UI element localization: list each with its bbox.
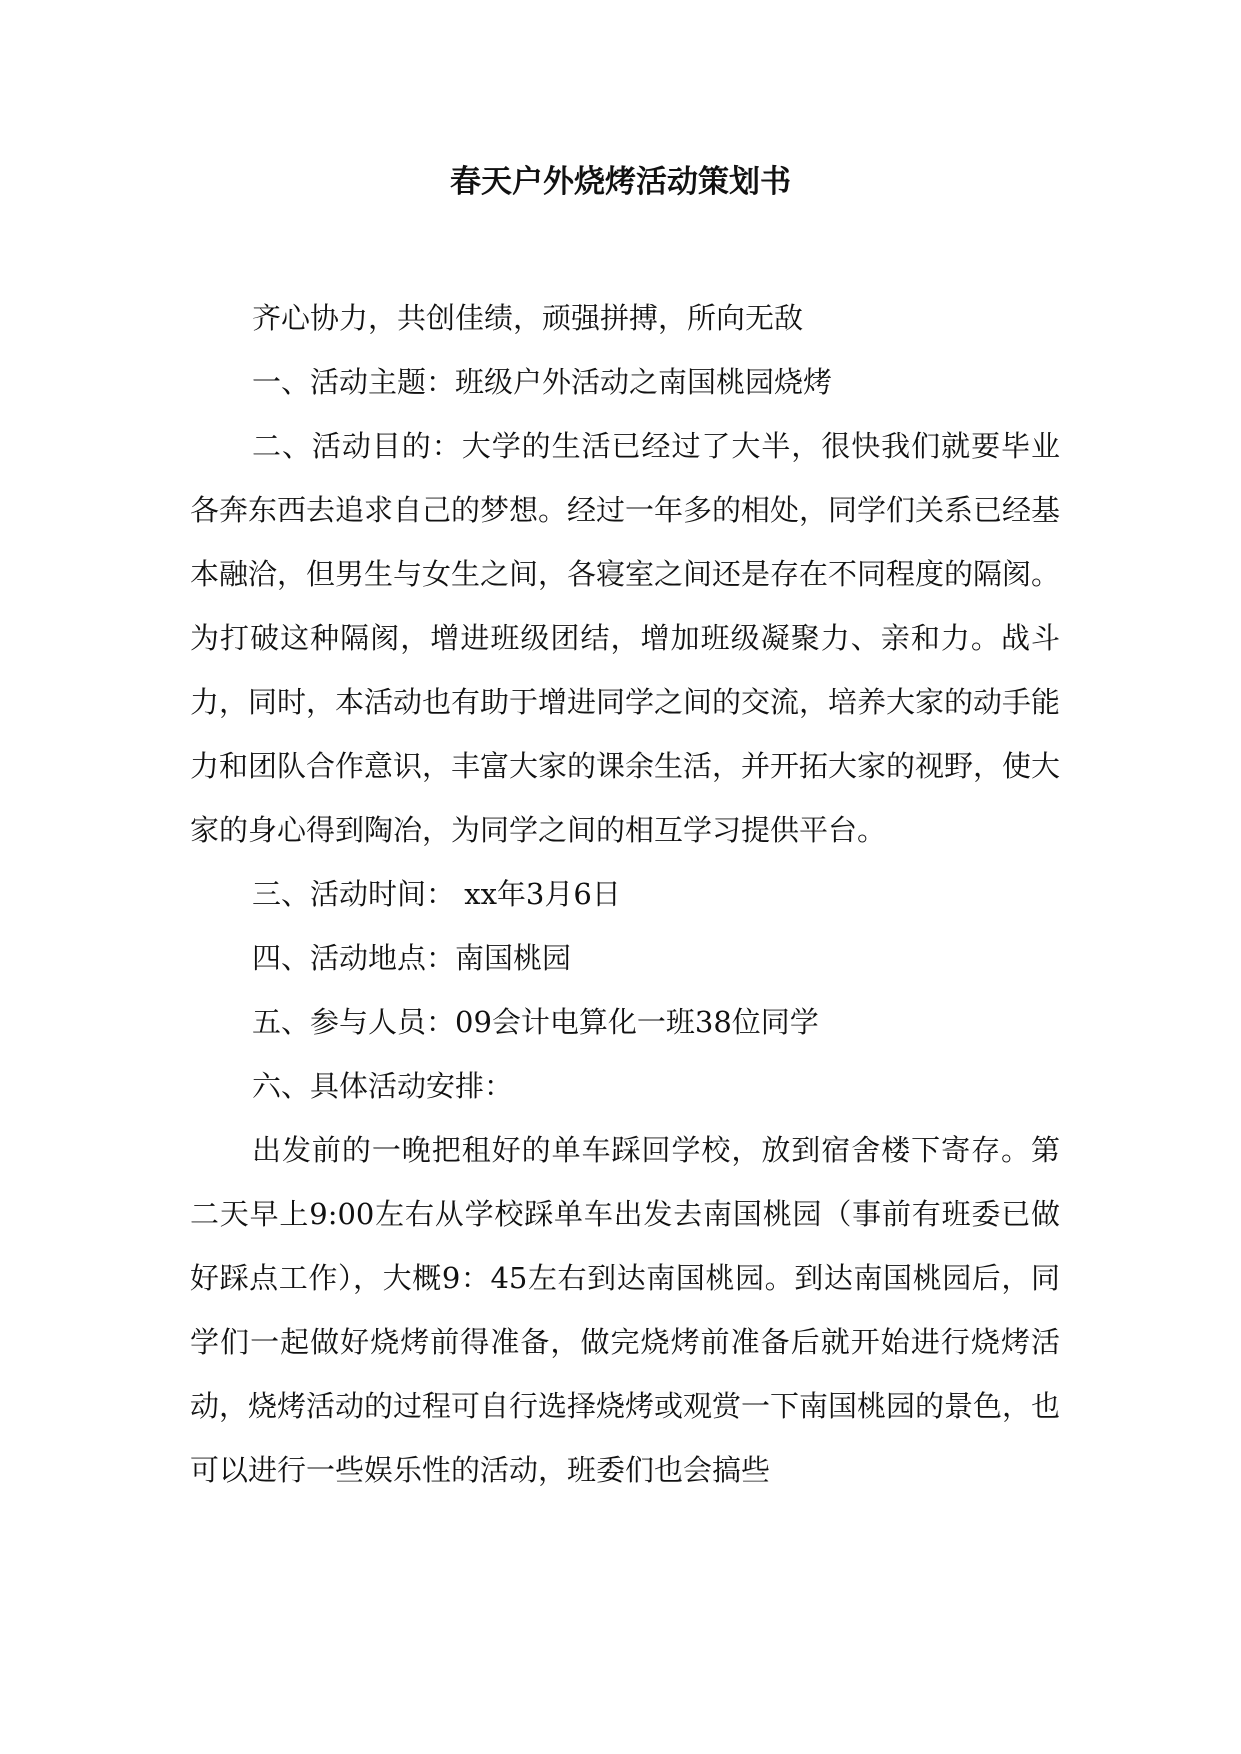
activity-purpose-paragraph: 二、活动目的：大学的生活已经过了大半，很快我们就要毕业各奔东西去追求自己的梦想。经过一年多的相处，同学们关系已经基本融洽，但男生与女生之间，各寝室之间还是存在不同程度的隔阂。为打破这种隔阂，增进班级团结，增加班级凝聚力、亲和力。战斗力，同时，本活动也有助于增进同学之间的交流，培养大家的动手能力和团队合作意识，丰富大家的课余生活，并开拓大家的视野，使大家的身心得到陶冶，为同学之间的相互学习提供平台。 [190, 429, 1061, 847]
participants-paragraph: 五、参与人员：09会计电算化一班38位同学 [252, 1005, 819, 1039]
slogan-paragraph: 齐心协力，共创佳绩，顽强拼搏，所向无敌 [252, 301, 804, 335]
document-title: 春天户外烧烤活动策划书 [450, 164, 791, 200]
activity-location-paragraph: 四、活动地点：南国桃园 [252, 941, 572, 975]
activity-theme-paragraph: 一、活动主题：班级户外活动之南国桃园烧烤 [252, 365, 833, 399]
schedule-detail-paragraph: 出发前的一晚把租好的单车踩回学校，放到宿舍楼下寄存。第二天早上9:00左右从学校踩单车出发去南国桃园（事前有班委已做好踩点工作），大概9：45左右到达南国桃园。到达南国桃园后，同学们一起做好烧烤前得准备，做完烧烤前准备后就开始进行烧烤活动，烧烤活动的过程可自行选择烧烤或观赏一下南国桃园的景色，也可以进行一些娱乐性的活动，班委们也会搞些 [190, 1133, 1061, 1487]
schedule-heading-paragraph: 六、具体活动安排： [252, 1069, 514, 1103]
document-body [190, 286, 1060, 1502]
activity-time-paragraph: 三、活动时间： xx年3月6日 [252, 877, 621, 911]
